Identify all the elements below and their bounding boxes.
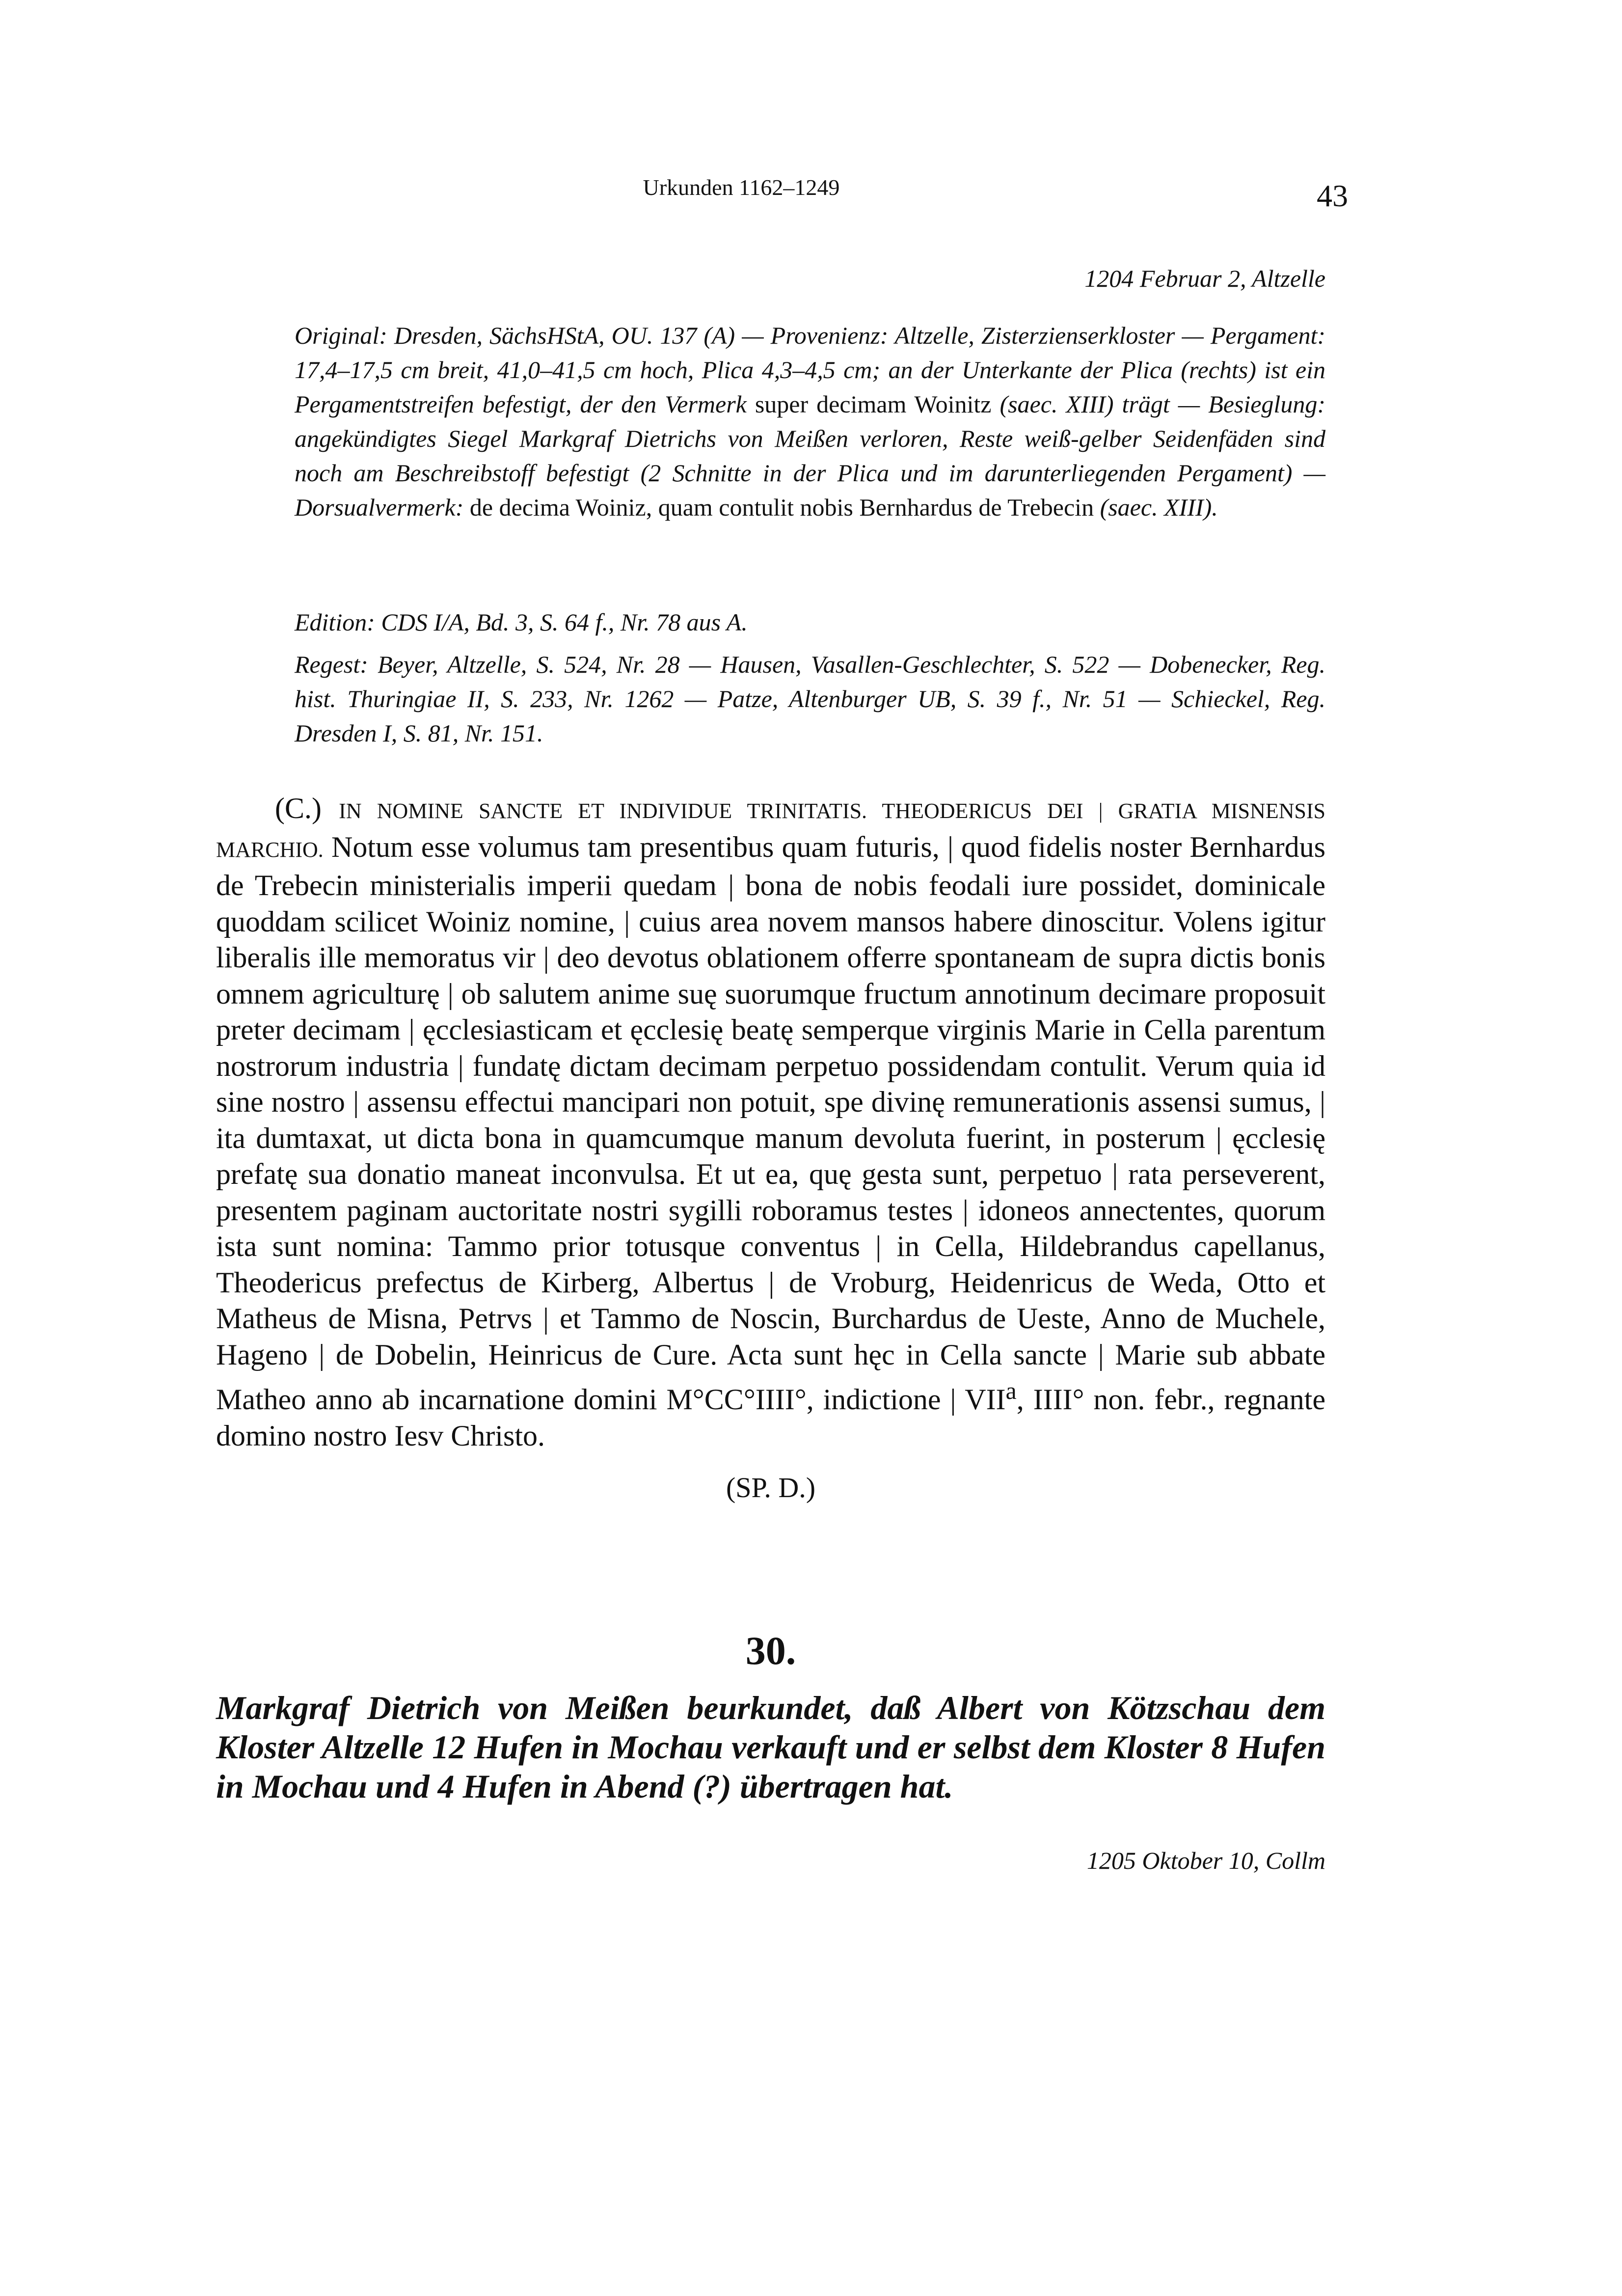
original-quote-1: super decimam Woinitz [755,390,992,418]
page-number: 43 [1317,178,1348,213]
regest-text: Regest: Beyer, Altzelle, S. 524, Nr. 28 — Hausen, Vasallen-Geschlechter, S. 522 — Dobenecker, Reg. hist. Thuringiae II, S. 233, Nr. 1262 — Patze, Altenburger UB, S. 39 f., Nr. 51 — Schieckel, Reg. Dresden I, S. 81, Nr. 151. [295,651,1325,747]
running-head: Urkunden 1162–1249 [643,175,840,200]
edition-text: Edition: CDS I/A, Bd. 3, S. 64 f., Nr. 78 aus A. [295,608,748,636]
charter-superscript: a [1005,1377,1017,1404]
doc30-date-place: 1205 Oktober 10, Collm [1086,1847,1325,1874]
charter-text [216,791,1325,1454]
regest-note [295,647,1325,750]
original-end: (saec. XIII). [1094,493,1218,521]
document-number: 30. [745,1628,796,1673]
document-title: Markgraf Dietrich von Meißen beurkundet, daß Albert von Kötzschau dem Kloster Altzelle 12 Hufen in Mochau verkauft und er selbst dem Kloster 8 Hufen in Mochau und 4 Hufen in Abend (?) übertragen hat. [216,1689,1325,1805]
charter-body: Notum esse volumus tam presentibus quam futuris, | quod fidelis noster Bernhardus de Trebecin ministerialis imperii quedam | bona de nobis feodali iure possidet, dominicale quoddam scilicet Woiniz nomine, | cuius area novem mansos habere dinoscitur. Volens igitur liberalis ille memoratus vir | deo devotus oblationem offerre spontaneam de supra dictis bonis omnem agriculturę | ob salutem anime suę suorumque fructum annotinum decimare proposuit preter decimam | ęcclesiasticam et ęcclesię beatę semperque virginis Marie in Cella parentum nostrorum industria | fundatę dictam decimam perpetuo possidendam contulit. Verum quia id sine nostro | assensu effectui mancipari non potuit, spe divinę remunerationis assensi sumus, | ita dumtaxat, ut dicta bona in quamcumque manum devoluta fuerint, in posterum | ęcclesię prefatę sua donatio maneat inconvulsa. Et ut ea, quę gesta sunt, perpetuo | rata perseverent, presentem paginam auctoritate nostri sygilli roboramus testes | idoneos annectentes, quorum ista sunt nomina: Tammo prior totusque conventus | in Cella, Hildebrandus capellanus, Theodericus prefectus de Kirberg, Albertus | de Vroburg, Heidenricus de Weda, Otto et Matheus de Misna, Petrvs | et Tammo de Noscin, Burchardus de Ueste, Anno de Muchele, Hageno | de Dobelin, Heinricus de Cure. Acta sunt hęc in Cella sancte | Marie sub abbate Matheo anno ab incarnatione domini M°CC°IIII°, indictione | VII [216,830,1325,1416]
charter-chrismon: (C.) [275,792,339,824]
original-quote-2: de decima Woiniz, quam contulit nobis Bernhardus de Trebecin [469,493,1094,521]
original-intro: Original: Dresden, SächsHStA, OU. 137 (A) — Provenienz: Altzelle, Zisterzienserkloster — Pergament: 17,4–17,5 cm breit, 41,0–41,5 cm hoch, Plica 4,3–4,5 cm; an der Unterkante der Plica (rechts) ist ein Pergamentstreifen befestigt, der den Vermerk [295,322,1325,418]
original-note [295,318,1325,524]
charter-invocation: IN NOMINE SANCTE ET INDIVIDUE TRINITATIS. THEODERICUS DEI | GRATIA MISNENSIS MARCHIO. [216,799,1326,862]
original-middle: (saec. XIII) trägt — Besieglung: angekündigtes Siegel Markgraf Dietrichs von Meißen verloren, Reste weiß-gelber Seidenfäden sind noch am Beschreibstoff befestigt (2 Schnitte in der Plica und im darunterliegenden Pergament) — Dorsualvermerk: [295,390,1325,521]
edition-note [295,605,1325,639]
doc29-date-place: 1204 Februar 2, Altzelle [1084,265,1325,292]
seal-signum: (SP. D.) [726,1472,816,1503]
charter-end: , IIII° non. febr., regnante domino nostro Iesv Christo. [216,1383,1325,1452]
